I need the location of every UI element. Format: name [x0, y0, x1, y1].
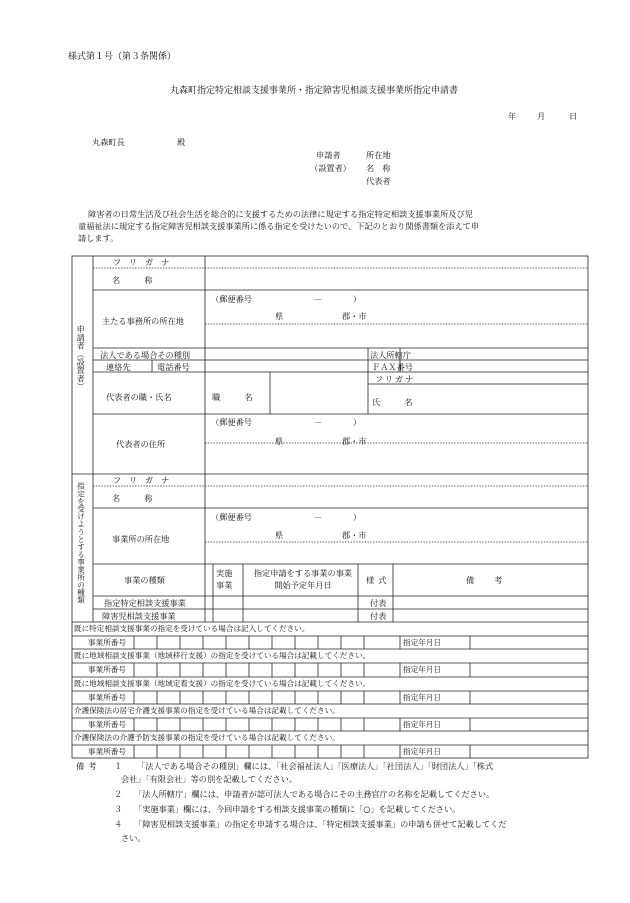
- date-month: 月: [537, 111, 546, 121]
- date-year: 年: [508, 111, 517, 121]
- s2-implementation-header: 実施事業: [216, 568, 233, 590]
- office-number-label: 事業所番号: [88, 720, 126, 729]
- s1-fax-label: ＦＡＸ番号: [372, 362, 413, 372]
- prior-header: 既に地域相談支援事業（地域移行支援）の指定を受けている場合は記載してください。: [74, 651, 371, 660]
- note-line: 「実施事業」欄には、今回申請をする相談支援事業の種類に「○」を記載してください。: [134, 804, 461, 814]
- s1-postal-close: ）: [353, 294, 362, 304]
- s2-row-label: 障害児相談支援事業: [102, 611, 176, 621]
- s1-postal-dash: －: [314, 294, 323, 304]
- s1-main-office-label: 主たる事務所の所在地: [102, 316, 184, 326]
- s2-row-label: 指定特定相談支援事業: [104, 598, 186, 608]
- designation-date-label: 指定年月日: [403, 665, 441, 674]
- s2-postal-label: （郵便番号: [211, 512, 252, 522]
- s2-postal-dash: －: [314, 512, 323, 522]
- s1-rep-county-city: 郡・市: [342, 436, 367, 446]
- designation-date-label: 指定年月日: [403, 720, 441, 729]
- s2-name-label: 名 称: [112, 493, 161, 503]
- note-line: 「障害児相談支援事業」の指定を申請する場合は、「特定相談支援事業」の申請も併せて記載してくだ: [134, 819, 507, 829]
- s2-start-date-header: 指定申請をする事業の事業開始予定年月日: [253, 568, 353, 590]
- s2-prefecture: 県: [275, 530, 284, 540]
- prior-header: 介護保険法の介護予防支援事業の指定を受けている場合は記載してください。: [74, 733, 340, 742]
- s1-rep-postal-dash: －: [314, 417, 323, 427]
- s1-rep-title-name-label: 代表者の職・氏名: [106, 392, 172, 402]
- note-line: 「法人である場合その種別」欄には、「社会福祉法人」「医療法人」「社団法人」「財団法人」「株式: [137, 761, 494, 771]
- note-line: 「法人所轄庁」欄には、申請者が認可法人である場合にその主務官庁の名称を記載してください。: [134, 789, 495, 799]
- office-number-label: 事業所番号: [88, 693, 126, 702]
- intro-line-2: 童福祉法に規定する指定障害児相談支援事業所に係る指定を受けたいので、下記のとおり関係書類を添えて申: [78, 221, 480, 231]
- prior-header: 既に特定相談支援事業の指定を受けている場合は記入してください。: [74, 624, 310, 633]
- section1-side-label: 申請者（設置者）: [76, 325, 87, 391]
- prior-header: 既に地域相談支援事業（地域定着支援）の指定を受けている場合は記載してください。: [74, 679, 371, 688]
- addressee-name: 丸森町長: [92, 137, 125, 147]
- note-number: ２: [114, 789, 123, 799]
- s1-name-label: 名 称: [112, 275, 161, 285]
- s1-furigana-label: フリガナ: [113, 257, 178, 267]
- date-day: 日: [569, 111, 578, 121]
- s1-prefecture: 県: [275, 311, 284, 321]
- designation-date-label: 指定年月日: [403, 638, 441, 647]
- page-title: 丸森町指定特定相談支援事業所・指定障害児相談支援事業所指定申請書: [170, 86, 459, 96]
- note-number: １: [114, 761, 123, 771]
- designation-date-label: 指定年月日: [403, 693, 441, 702]
- s1-full-name-label: 氏 名: [372, 397, 421, 407]
- note-line: さい。: [121, 833, 146, 843]
- s2-row-form: 付表: [370, 598, 387, 608]
- s1-position-label: 職 名: [212, 392, 261, 402]
- s2-format-header: 様式: [366, 575, 391, 585]
- office-number-label: 事業所番号: [88, 665, 126, 674]
- notes-heading: 備考: [76, 761, 101, 771]
- intro-line-1: 障害者の日常生活及び社会生活を総合的に支援するための法律に規定する指定特定相談支援事業所及び児: [88, 209, 473, 219]
- s1-rep-prefecture: 県: [275, 436, 284, 446]
- s1-authority-label: 法人所轄庁: [370, 350, 411, 360]
- applicant-name-label: 名 称: [366, 163, 391, 173]
- s2-remarks-header: 備考: [466, 575, 523, 585]
- s2-postal-close: ）: [353, 512, 362, 522]
- office-number-label: 事業所番号: [88, 747, 126, 756]
- s1-county-city: 郡・市: [342, 311, 367, 321]
- s1-rep-address-label: 代表者の住所: [116, 439, 166, 449]
- prior-header: 介護保険法の居宅介護支援事業の指定を受けている場合は記載してください。: [74, 706, 340, 715]
- s1-furigana2-label: フリガナ: [375, 374, 416, 384]
- s1-rep-postal-close: ）: [353, 417, 362, 427]
- s2-business-type-header: 事業の種類: [124, 575, 165, 585]
- s2-row-form: 付表: [370, 611, 387, 621]
- note-number: ３: [114, 804, 123, 814]
- note-line: 会社」「有限会社」等の別を記載してください。: [121, 774, 298, 784]
- s1-corp-type-label: 法人である場合その種別: [100, 350, 191, 360]
- section2-side-label: 指定を受けようとする事業所の種類: [76, 482, 86, 604]
- form-number: 様式第１号（第３条関係）: [68, 52, 177, 62]
- s1-contact-label: 連絡先: [106, 362, 131, 372]
- s1-phone-label: 電話番号: [157, 362, 190, 372]
- addressee-honorific: 殿: [177, 137, 186, 147]
- note-number: ４: [114, 819, 123, 829]
- applicant-role: 申請者: [316, 150, 341, 160]
- s2-county-city: 郡・市: [342, 530, 367, 540]
- s1-rep-postal-label: （郵便番号: [211, 417, 252, 427]
- s2-furigana-label: フリガナ: [113, 475, 178, 485]
- designation-date-label: 指定年月日: [403, 747, 441, 756]
- intro-line-3: 請します。: [78, 233, 119, 243]
- s2-office-address-label: 事業所の所在地: [112, 534, 170, 544]
- office-number-label: 事業所番号: [88, 638, 126, 647]
- applicant-address-label: 所在地: [366, 150, 391, 160]
- s1-postal-label: （郵便番号: [211, 294, 252, 304]
- applicant-rep-label: 代表者: [366, 176, 391, 186]
- applicant-role-sub: （設置者）: [310, 163, 351, 173]
